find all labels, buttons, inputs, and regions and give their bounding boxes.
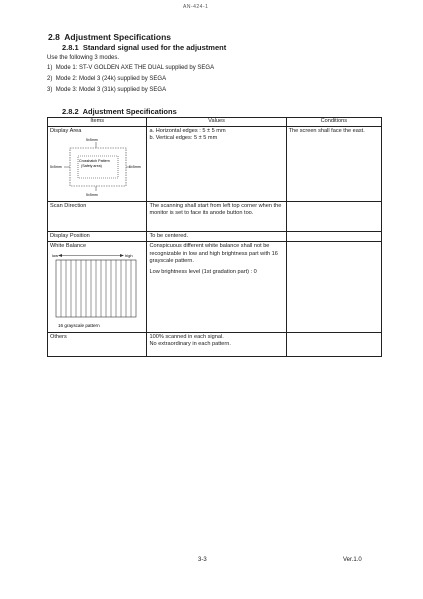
grayscale-caption: 16 grayscale pattern (58, 322, 100, 328)
table-row-display-position (48, 231, 382, 242)
subsection-title-text-2: Adjustment Specifications (82, 107, 177, 116)
intro-text: Use the following 3 modes. (47, 55, 120, 61)
document-header: AN-424-1 (183, 4, 209, 10)
arrow-right-icon (120, 254, 124, 257)
mode-text: Mode 3: Model 3 (31k) supplied by SEGA (55, 87, 167, 93)
value-line: Low brightness level (1st gradation part) : 0 (149, 268, 257, 275)
cell-scan-direction-value: The scanning shall start from left top corner when the monitor is set to face its anode button too. (147, 201, 286, 231)
cell-display-position-item: Display Position (48, 231, 147, 242)
mode-number: 2) (47, 76, 53, 82)
mode-item-2 (47, 76, 166, 82)
subsection-title-2 (62, 107, 177, 116)
value-line: Conspicuous different white balance shall not be recognizable in low and high brightness part with 16 grayscale pattern. (149, 243, 278, 265)
cell-white-balance-value (147, 242, 286, 333)
section-title (48, 32, 171, 42)
cell-others-value (147, 332, 286, 356)
subsection-number-2: 2.8.2 (62, 107, 79, 116)
table-row-others (48, 332, 382, 356)
cell-white-balance-item (48, 242, 147, 333)
table-row-white-balance (48, 242, 382, 333)
subsection-title-text-1: Standard signal used for the adjustment (82, 43, 227, 52)
high-label: high (125, 252, 133, 258)
arrow-left-icon (58, 254, 62, 257)
diagram-inner-mid-label: (Safety area) (81, 164, 102, 169)
section-title-text: Adjustment Specifications (64, 32, 171, 42)
value-line: b. Vertical edges: 5 ± 5 mm (149, 135, 218, 142)
cell-display-position-value: To be centered. (147, 231, 286, 242)
cell-others-condition (286, 332, 381, 356)
grayscale-diagram (50, 251, 142, 331)
diagram-left-label: 5±5mm (50, 165, 62, 170)
cell-white-balance-condition (286, 242, 381, 333)
item-label: Display Area (50, 127, 82, 134)
value-line: 100% scanned in each signal. (149, 333, 224, 340)
value-line: a. Horizontal edges : 5 ± 5 mm (149, 127, 226, 134)
mode-number: 3) (47, 87, 53, 93)
diagram-inner-top-label: Crosshatch Pattern (79, 159, 110, 164)
mode-text: Mode 1: ST-V GOLDEN AXE THE DUAL supplied by SEGA (55, 65, 215, 71)
grayscale-bars (56, 260, 136, 317)
cell-others-item: Others (48, 332, 147, 356)
diagram-right-label: 5±5mm (129, 165, 141, 170)
table-row-display-area (48, 126, 382, 201)
mode-text: Mode 2: Model 3 (24k) supplied by SEGA (55, 76, 167, 82)
item-label: White Balance (50, 243, 87, 250)
cell-display-area-values (147, 126, 286, 201)
table-row-scan-direction (48, 201, 382, 231)
version-label: Ver.1.0 (343, 557, 362, 563)
value-line: No extraordinary in each pattern. (149, 341, 231, 348)
header-values: Values (147, 118, 286, 127)
cell-display-position-condition (286, 231, 381, 242)
table-header-row (48, 118, 382, 127)
cell-display-area-condition: The screen shall face the east. (286, 126, 381, 201)
diagram-bottom-label: 5±5mm (86, 193, 98, 198)
cell-display-area-item (48, 126, 147, 201)
adjustment-spec-table (47, 117, 382, 357)
cell-scan-direction-item: Scan Direction (48, 201, 147, 231)
diagram-top-label: 5±5mm (86, 138, 98, 143)
mode-item-3 (47, 87, 166, 93)
cell-scan-direction-condition (286, 201, 381, 231)
header-conditions: Conditions (286, 118, 381, 127)
subsection-title-1 (62, 43, 226, 52)
mode-item-1 (47, 65, 214, 71)
header-items: Items (48, 118, 147, 127)
subsection-number-1: 2.8.1 (62, 43, 79, 52)
page-number: 3-3 (198, 557, 207, 563)
display-area-diagram (50, 135, 142, 197)
low-label: low (52, 252, 59, 258)
section-number: 2.8 (48, 32, 60, 42)
mode-number: 1) (47, 65, 53, 71)
